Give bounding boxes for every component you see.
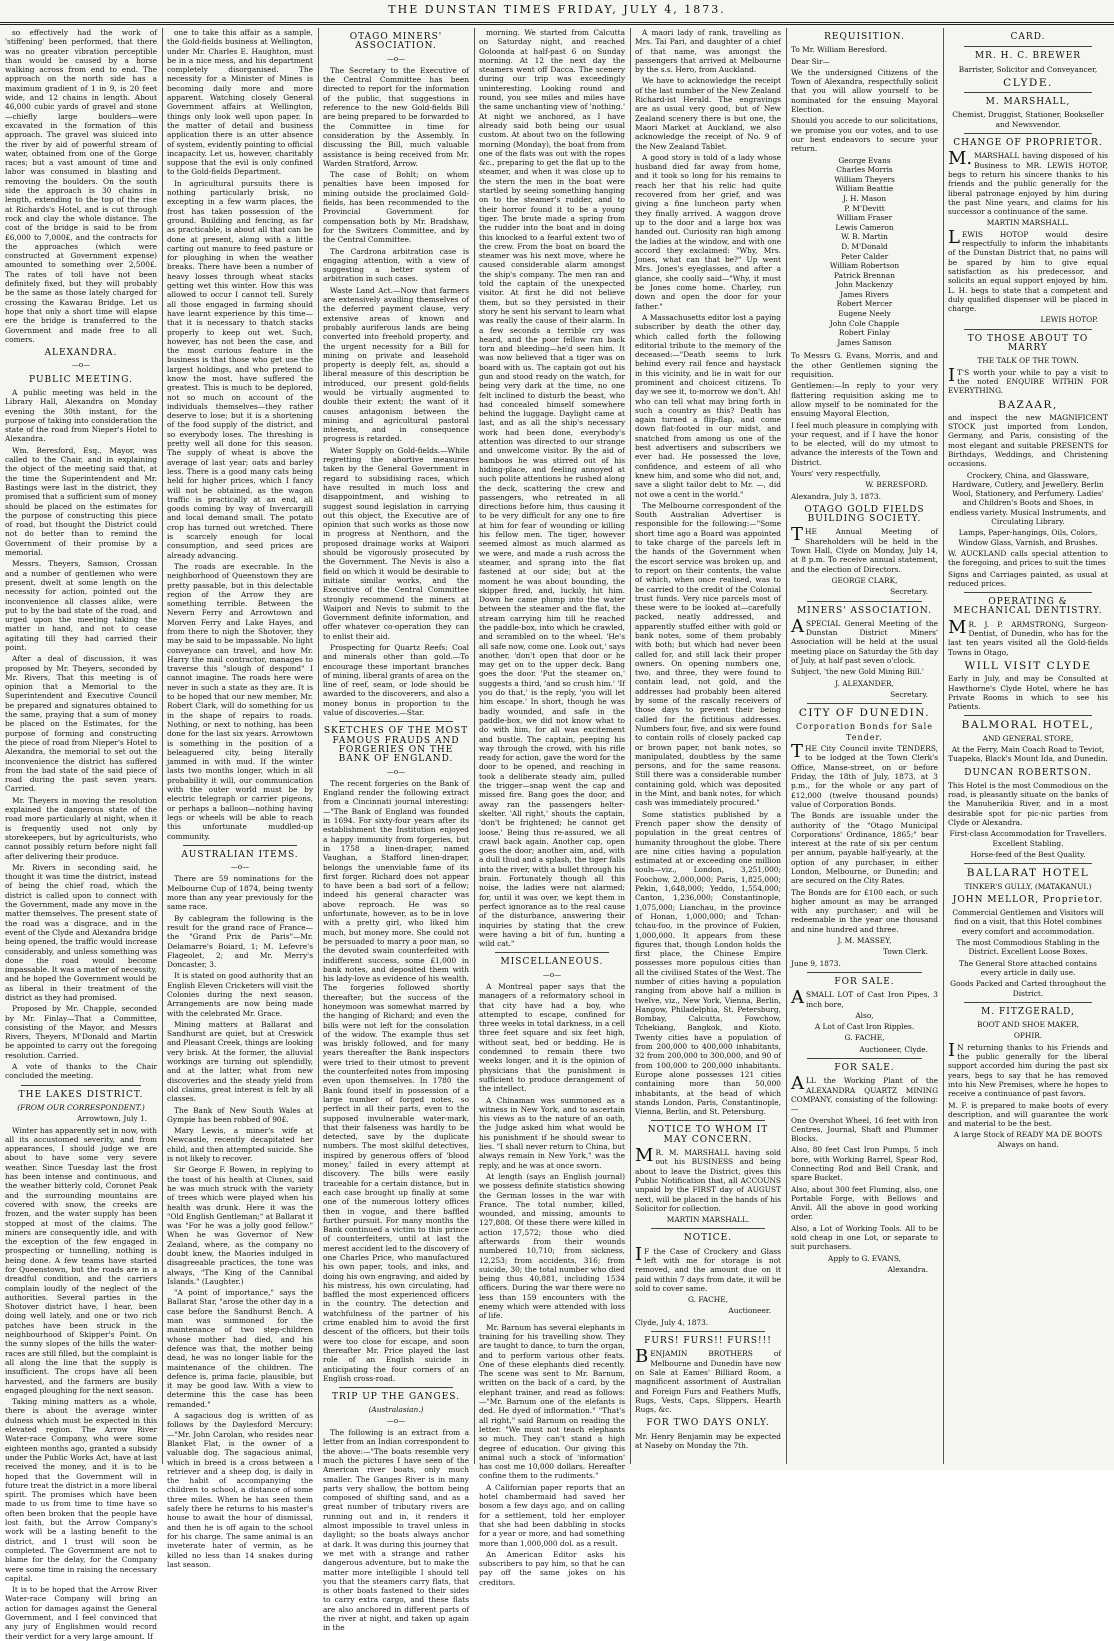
- advert-brewer: [948, 33, 1108, 88]
- advert-body: The Bonds are issuable under the authority of the "Otago Municipal Corporations' Ordinance, 1865;" bear interest at the rate of six per centum per annum, payable half-yearly, at the option of any purchaser, in either London, Melbourne, or Dunedin; and are secured on the City Rates.: [791, 811, 938, 886]
- advert-body: A Lot of Cast Iron Ripples.: [814, 1022, 915, 1032]
- advert-body: Mr. Henry Benjamin may be expected at Naseby on Monday the 7th.: [635, 1431, 781, 1451]
- advert-date: Alexandra, July 3, 1873.: [791, 491, 881, 501]
- forgeries-heading: SKETCHES OF THE MOST FAMOUS FRAUDS AND FORGERIES ON THE BANK OF ENGLAND.: [323, 726, 469, 765]
- miscellaneous-heading: MISCELLANEOUS.: [500, 957, 604, 968]
- advert-body: ASMALL LOT of Cast Iron Pipes, 3 inch bore,: [791, 987, 938, 1009]
- ballarat-subheading: TINKER'S GULLY, (MATAKANUI.): [964, 881, 1092, 891]
- article-paragraph: A public meeting was held in the Library Hall, Alexandra on Monday evening the 30th instant, for the purpose of taking into consideration the state of the road from Nieper's Hotel to Alexandra.: [5, 387, 157, 444]
- signatory-name: J. H. Mason: [842, 193, 887, 203]
- ornament: —o—: [386, 767, 406, 776]
- advert-furs: [635, 1337, 781, 1450]
- signatory-name: John Cole Chapple: [829, 318, 900, 328]
- news-item: The Melbourne correspondent of the South Australian Advertiser is responsible for the following:—"Some short time ago a Board was appointed to take charge of the parcels left in the hands of the Government when the escort service was broken up, and to report on their contents, the value of which, when once realised, was to be carried to the credit of the Colonial trust funds. Very nice parcels most of these were to be looked at—carefully packed, neatly addressed, and apparently stuffed either with gold or bank notes, some of them probably with both; but which had never been called for, and still lack their proper owners. On opening numbers one, two, and three, they were found to contain lead, not gold, and the addresses had probably been altered by some of the rascally receivers of those days to prevent their being called for the fictitious addresses. Numbers four, five, and six were found to contain rolls of closely packed cap or brown paper, not bank notes, so manipulated, doubtless by the same persons, and for the same reasons. Still there was a considerable number containing gold, which was deposited in the Mint, and bank notes, for which cash was immediately procured.": [635, 500, 781, 808]
- requisition-salutation: Dear Sir—: [791, 56, 830, 66]
- advert-dunedin: [791, 709, 938, 968]
- notice-heading: NOTICE TO WHOM IT MAY CONCERN.: [647, 1125, 769, 1145]
- article-paragraph: Waste Land Act.—Now that farmers are extensively availing themselves of the deferred payment clause, very extensive areas of known and probably auriferous lands are being converted into freehold property, and the urgent necessity for a Bill for mining on private and leasehold property is deeply felt, as, should a liberal measure of this description be introduced, our present gold-fields would be virtually augmented to double their extent; the want of it causes antagonism between the mining and agricultural pastoral interests, and in consequence progress is retarded.: [323, 285, 469, 444]
- article-paragraph: It is to be hoped that the Arrow River Water-race Company will bring an action for damages against the General Government, and I feel convinced that any jury of Englishmen would record their verdict for a very large amount. If: [5, 1585, 157, 1641]
- otago-miners-heading: OTAGO MINERS' ASSOCIATION.: [349, 32, 443, 52]
- advert-body: Also, 80 feet Cast Iron Pumps, 5 inch bore, with Working Barrel, Spear Rod, Connecting Rod and Bell Crank, and spare Bucket.: [791, 1145, 938, 1183]
- advert-signature: G. FACHE,: [844, 1033, 885, 1043]
- news-item: Sir George F. Bowen, in replying to the toast of his health at Clunes, said he was much struck with the variety of trees which were played when his health was drunk. Here it was the "Old English Gentleman;" at Ballarat it was "For he was a jolly good fellow." When he was Governor of New Zealand, where, as the company no doubt knew, the Maories indulged in disagreeable practices, the tone was always, "The King of the Cannibal Islands." (Laughter.): [167, 1165, 313, 1286]
- news-item: We have to acknowledge the receipt of the last number of the New Zealand Richard-ist Herald. The engravings are as usual very good, but of New Zealand scenery there is but one, the Maori Market at Auckland, we also acknowledge the receipt of No. 9 of the New Zealand Tablet.: [635, 76, 781, 151]
- advertiser-place: CLYDE.: [1003, 76, 1053, 89]
- column-7: [948, 28, 1108, 1464]
- advert-role: Town Clerk.: [883, 947, 928, 957]
- signatory-name: William Beattie: [835, 184, 894, 194]
- advert-body: LEWIS HOTOP would desire respectfully to inform the inhabitants of the Dunstan District that, no pains will be spared by him to give equal satisfaction as his predecessor, and solicits an equal support enjoyed by him. L. H. begs to state that a competent and duly qualified dispenser will be placed in charge.: [948, 226, 1108, 314]
- article-paragraph: The recent forgeries on the Bank of England render the following extract from a Cincinnati journal interesting:—"The Bank of England was founded in 1694. For sixty-four years after its establishment the Institution enjoyed a happy immunity from forgeries, but in 1758 a linen-draper, named Vaughan, a Stafford linen-draper, belongs the unenviable fame of its first forger. Richard does not appear to have been a bad sort of a fellow; indeed his general character was above reproach. He was so unfortunate, however, as to be in love with a pretty girl, who liked him much, but money more. She could not be persuaded to marry a poor man, so the devoted swain counterfeited with indifferent success, some £1,000 in bank notes, and deposited them with his lady-love as evidence of his wealth. The forgeries followed shortly thereafter; but the success of the honeymoon was somewhat marred by the hanging of Richard; and even the bills were not left for the consolation of the widow. The example thus set was briskly followed, and for many years thereafter the Bank inspectors were tried to their utmost to prevent the counterfeited notes from imposing even upon themselves. In 1780 the Bank found itself in possession of a large number of forged notes, so perfect in all their parts, even to the supposed invulnerable water-mark, that their falseness was hardly to be detected, save by the duplicate numbers. The most skilful detectives, inspired by generous offers of 'blood money,' failed in every attempt at discovery. The bills were easily traceable for a certain distance, but in each case brought up finally at some one of the numerous lottery offices then in vogue, and there baffled further pursuit. For many months the Bank continued a victim to this prince of counterfeiters, until at last the merest accident led to the discovery of one Charles Price, who manufactured his own paper, tools, and inks, and doing his own engraving, and aided by his mistress, his own circulating, had baffled the most experienced officers in the country. The detection and watchfulness of the partner of his crime enabled him to avoid the first descent of the officers, but their toils were too close for escape, and soon thereafter Mr. Price played the last role of an English suicide in anticipating the four corners of an English cross-road.: [323, 778, 469, 1383]
- advert-body: We the undersigned Citizens of the Town of Alexandra, respectfully solicit that you will allow yourself to be nominated for the ensuing Mayoral Election.: [791, 67, 938, 115]
- news-item: Mr. Barnum has several elephants in training for his travelling show. They are taught to dance, to turn the organ, and to perform various other feats. One of these elephants died recently. The scene was sent to Mr. Barnum, written on the back of a card, by the elephant trainer, and read as follows:—"Mr. Barnum one of the elefants is ded. He dyed of inflormation." "That's all right," said Barnum on reading the letter. "We must not teach elephants so much. They can't stand a high degree of education. Our giving this animal such a stock of 'information' has cost me 10,000 dollars. Hereafter confine them to the rudiments.": [479, 1322, 625, 1481]
- news-item: A sagacious dog is written of as follows by the Daylesford Mercury:—"Mr. John Carolan, who resides near Blanket Flat, is the owner of a valuable dog. The sagacious animal, which in breed is a cross between a retriever and a sheep dog, is daily in the habit of accompanying the children to school, a distance of some three miles. When he has seen them safely there he returns to his master's house to await the hour of dismissal, and then he is off again to the school for his charge. The same animal is an inveterate hater of vermin, as he killed no less than 14 snakes during last season.: [167, 1411, 313, 1569]
- signatory-name: D. M'Donald: [841, 241, 888, 251]
- article-paragraph: Wm. Beresford, Esq., Mayor, was called to the Chair, and in explaining the object of the meeting said that, at the time the Superintendent and Mr. Bastings were last in the district, they promised that a sufficient sum of money should be placed on the estimates for the purpose of constructing this piece of road, but thought the District could not do better than to remind the Government of their promise by a memorial.: [5, 445, 157, 558]
- proprietor-name: JOHN MELLOR, Proprietor.: [952, 894, 1104, 905]
- divider: [964, 46, 1092, 47]
- signatory-name: Peter Calder: [840, 251, 889, 261]
- article-paragraph: Proposed by Mr. Chapple, seconded by Mr. Finlay—That a Committee, consisting of the Mayor, and Messrs Rivers, Theyers, M'Donald and Martin be appointed to carry out the foregoing resolution. Carried.: [5, 1004, 157, 1060]
- card-heading: CARD.: [1010, 32, 1046, 42]
- divider: [339, 721, 453, 722]
- divider: [964, 592, 1092, 593]
- advert-body: Also, about 300 feet Fluming, also, one Portable Forge, with Bellows and Anvil. All the above in good working order.: [791, 1184, 938, 1222]
- signatory-name: George Evans: [838, 155, 891, 165]
- advert-body: The most Commodious Stabling in the District. Excellent Loose Boxes.: [956, 938, 1100, 957]
- marry-heading: TO THOSE ABOUT TO MARRY: [967, 333, 1089, 354]
- article-paragraph: The Cardrona arbitration case is engaging attention, with a view of suggesting a better system of arbitration in such cases.: [323, 246, 469, 284]
- news-item: An American Editor asks his subscribers to pay him, so that he can pay off the same jokes on his creditors.: [479, 1549, 625, 1587]
- article-paragraph: Water Supply on Gold-fields.—While regretting the abortive measures taken by the General Government in regard to subsidising races, which have resulted in much loss and disappointment, and wishing to suggest sound legislation in carrying out this object, the Executive are of opinion that such works as those now in progress at Nenthorn, and the proposed drainage works at Waipori should be vigorously prosecuted by the Government. The Nevis is also a field on which it would be desirable to initiate similar works, and the Executive of the Central Committee strongly recommend the miners at Waipori and Nevis to submit to the Government definite information, and offer whatever co-operation they can to enlist their aid.: [323, 445, 469, 641]
- advert-body: The Bonds are for £100 each, or such higher amount as may be arranged with any purchaser; and will be redeemable in the year one thousand and nine hundred and three.: [791, 887, 938, 934]
- advert-fitzgerald: [948, 1008, 1108, 1149]
- advert-body: First-class Accommodation for Travellers. Excellent Stabling.: [949, 829, 1107, 848]
- news-item: There are 59 nominations for the Melbourne Cup of 1874, being twenty more than any year previously for the same race.: [167, 874, 313, 912]
- signatory-name: Charles Morris: [836, 165, 893, 175]
- advertiser-name: MR. H. C. BREWER: [974, 51, 1082, 62]
- article-paragraph: Prospecting for Quartz Reefs; Coal and minerals other than gold.—To encourage these important branches of mining, liberal grants of area on the line of reef, seam, or lode should be awarded to the discoverers, and also a money bonus in proportion to the value of discoveries.—Star.: [323, 643, 469, 718]
- advert-body: IF the Case of Crockery and Glass left with me for storage is not removed, and the amount due on it paid within 7 days from date, it will be sold to cover same.: [635, 1243, 781, 1293]
- requisition-heading: REQUISITION.: [824, 32, 905, 42]
- news-item: "A point of importance," says the Ballarat Star, "arose the other day in a case before the Sandhurst Bench. A man was summoned for the maintenance of two step-children whose mother had died, and his defence was that, the mother being dead, he was no longer liable for the maintenance of the children. The defence is, prima facie, plausible, but it may be good law. With a view to determine this the case has been remanded.": [167, 1288, 313, 1409]
- advert-body: MR. J. P. ARMSTRONG, Surgeon-Dentist, of Dunedin, who has for the last ten years visited all the Gold-fields Towns in Otago,: [948, 616, 1108, 657]
- column-5: [635, 28, 781, 1464]
- article-paragraph: A vote of thanks to the Chair concluded the meeting.: [5, 1062, 157, 1081]
- dunedin-subheading: Corporation Bonds for Sale: [796, 721, 933, 731]
- advert-body: MR. M. MARSHALL having sold out his BUSINESS and being about to leave the District, gives this Public Notification that, all ACCOUNS unpaid by the FIRST day of AUGUST next, will be placed in the hands of his Solicitor for collection.: [635, 1145, 781, 1213]
- advert-body: Gentlemen:—In reply to your very flattering requisition asking me to allow myself to be nominated for the ensuing Mayoral Election,: [791, 381, 938, 419]
- column-rule: [943, 28, 944, 1464]
- advert-body: Lamps, Paper-hangings, Oils, Colors, Window Glass, Varnish, and Brushes.: [958, 528, 1098, 547]
- advert-signature: GEORGE CLARK,: [831, 575, 898, 585]
- source-line: (Australasian.): [368, 1405, 424, 1415]
- advert-body: Also, a Lot of Working Tools. All to be sold cheap in one Lot, or separate to suit purchasers.: [791, 1223, 938, 1252]
- article-paragraph: After a deal of discussion, it was proposed by Mr. Theyers, seconded by Mr. Rivers, That this meeting is of opinion that a Memorial to the Superintendent and Executive Council be prepared and signatures obtained to the same, praying that a sum of money be placed on the Estimates, for the purpose of forming and constructing the piece of road from Nieper's Hotel to Alexandra, the memorial to set out the inconvenience the district has suffered from the bad state of the said piece of road during the past seven years. Carried.: [5, 654, 157, 794]
- column-6: [791, 28, 938, 1464]
- signatory-name: James Rivers: [840, 289, 889, 299]
- column-4: [479, 28, 625, 1587]
- advert-bazaar: [948, 335, 1108, 588]
- advert-body: One Overshot Wheel, 16 feet with Iron Centres, Journal, Shaft and Plummer Blocks.: [791, 1115, 938, 1144]
- advert-ballarat: [948, 869, 1108, 998]
- signatory-name: Robert Finlay: [838, 328, 891, 338]
- advert-body: ASPECIAL General Meeting of the Dunstan District Miners' Association will be held at the usual meeting place on Saturday the 5th day of July, at half past seven o'clock.: [791, 615, 938, 666]
- masthead-title: THE DUNSTAN TIMES FRIDAY, JULY 4, 1873.: [388, 3, 726, 16]
- for-sale-heading: FOR SALE.: [834, 976, 895, 987]
- furs-heading: FURS! FURS!! FURS!!!: [644, 1336, 772, 1347]
- advert-body: Goods Packed and Carted throughout the District.: [950, 979, 1106, 998]
- lakes-district-heading: THE LAKES DISTRICT.: [18, 1089, 144, 1100]
- notice-heading: NOTICE.: [683, 1233, 733, 1244]
- advert-body: Horse-feed of the Best Quality.: [970, 849, 1086, 859]
- advert-body: At the Ferry, Main Coach Road to Teviot, Tuapeka, Black's Mount Ida, and Dunedin.: [948, 745, 1108, 764]
- advert-body: A large Stock of READY MA DE BOOTS Always on hand.: [953, 1130, 1103, 1149]
- advert-body: Early in July, and may be Consulted at Hawthorne's Clyde Hotel, where he has Private Rooms in which to see his Patients.: [948, 674, 1108, 712]
- divider: [339, 1387, 453, 1388]
- correspondent-line: (FROM OUR CORRESPONDENT.): [17, 1102, 145, 1112]
- news-item: Mining matters at Ballarat and Sandhurst are quiet, but at Creswick and Pleasant Creek, things are looking very brisk. At the former, the alluvial workings are turning out splendidly, and at the latter, what from new discoveries and the steady yield from old claims, great interest is felt by all classes.: [167, 1019, 313, 1104]
- divider: [964, 92, 1092, 93]
- advert-sale-plant: [791, 1064, 938, 1274]
- advert-building-society: [791, 506, 938, 597]
- signatory-name: William Robertson: [829, 261, 900, 271]
- advert-balmoral: [948, 721, 1108, 859]
- public-meeting-heading: PUBLIC MEETING.: [29, 374, 133, 385]
- divider: [964, 329, 1092, 330]
- divider: [651, 1228, 765, 1229]
- divider: [183, 845, 297, 846]
- divider: [651, 1331, 765, 1332]
- divider: [964, 863, 1092, 864]
- ganges-heading: TRIP UP THE GANGES.: [331, 1392, 461, 1403]
- ornament: —o—: [542, 970, 562, 979]
- signatory-list: [791, 156, 938, 348]
- article-paragraph: The following is an extract from a letter from an Indian correspondent to the above:—"The boats resemble very much the pictures I have seen of the American river boats, only much smaller. The Ganges River is in many parts very shallow, the bottom being composed of shifting sand, and as a great number of tributary rivers are running out and in, it renders it almost impossible to travel unless in daylight; so the boats always anchor at dark. It was during this journey that we met with a strange and rather dangerous adventure, but to make the matter more intelligible I should tell you that the steamers carry flats, that is other boats fastened to their sides to carry extra cargo, and these flats are also anchored in different parts of the river at night, and taken up again in the: [323, 1428, 469, 1633]
- news-item: A maori lady of rank, travelling as Mrs. Tai Pari, and daughter of a chief of that name, was amongst the passengers that arrived at Melbourne by the s.s. Hero, from Auckland.: [635, 28, 781, 75]
- advert-body: Also,: [855, 1010, 874, 1020]
- advert-role: Auctioneer.: [728, 1306, 771, 1316]
- balmoral-heading: BALMORAL HOTEL,: [961, 719, 1095, 732]
- ornament: —o—: [230, 863, 250, 872]
- signatory-name: John Mackenzy: [835, 280, 894, 290]
- advert-role: Secretary.: [890, 587, 928, 597]
- advert-body: THE Annual Meeting of Shareholders will be held in the Town Hall, Clyde on Monday, July 14, at 8 p.m. To receive annual statement, and the election of Directors.: [791, 524, 938, 574]
- advert-body: THE City Council invite TENDERS, to be lodged at the Town Clerk's Office, Manse-street, on or before Friday, the 18th of July, 1873, at 3 p.m., for the whole or any part of £12,000 (twelve thousand pounds) value of Corporation Bonds.: [791, 741, 938, 809]
- divider: [495, 952, 609, 953]
- advert-body: This Hotel is the most Commodious on the road, is pleasantly situate on the banks of the Manuherikia River, and in a most desirable spot for pic-nic parties from Clyde or Alexandra.: [948, 780, 1108, 828]
- divider: [807, 703, 922, 704]
- balmoral-subheading: AND GENERAL STORE,: [982, 733, 1074, 743]
- ornament: —o—: [71, 361, 91, 370]
- bazaar-heading: BAZAAR,: [998, 398, 1058, 411]
- advert-requisition: [791, 33, 938, 501]
- advert-body: I feel much pleasure in complying with your request, and if I have the honor to be elected, will do my utmost to advance the interests of the Town and District.: [791, 420, 938, 467]
- requisition-to: To Mr. William Beresford.: [791, 45, 888, 55]
- advert-marshall: [948, 98, 1108, 129]
- advert-body: W. AUCKLAND calls special attention to the foregoing, and prices to suit the times: [948, 548, 1108, 568]
- signatory-name: Eugene Neely: [838, 309, 891, 319]
- advert-notice: [635, 1126, 781, 1224]
- advert-change: [948, 139, 1108, 325]
- advert-dentist: [948, 598, 1108, 711]
- divider: [807, 972, 922, 973]
- article-paragraph: The roads are execrable. In the neighborhood of Queenstown they are pretty passable, but in this delectable region of the Arrow they are something terrible. Between the Nevern Ferry and Arrowtown and Morven Ferry and Lake Hayes, and from there to nigh the Shotover, they may be said to be impassable. No light conveyance can travel, and how Mr. Harry the mail contractor, manages to traverse this "slough of despond" I cannot imagine. The roads here were never in such a state as they are. It is to be hoped that our new member, Mr. Robert Clark, will do something for us in the shape of repairs to roads. Nothing, or next to nothing, has been done for the last six years. Arrowtown is something in the position of a beleaguered city, being literally jammed in with mud. If the winter lasts two months longer, which in all probability it will, our communication with the outer world must be by electric telegraph or carrier pigeons, or perhaps a balloon—nothing having legs or wheels will be able to reach this unfortunate muddled-up community.: [167, 561, 313, 841]
- column-2: [167, 28, 313, 1569]
- building-society-heading: OTAGO GOLD FIELDS BUILDING SOCIETY.: [804, 504, 925, 525]
- advert-notice-fache: [635, 1234, 781, 1327]
- advert-signature: J. ALEXANDER,: [835, 678, 894, 688]
- advert-place: Alexandra.: [887, 1264, 928, 1274]
- news-item: A Californian paper reports that an hotel chambermaid had saved her bosom a few days ago, and on calling for a settlement, told her employer that she had been dabbling in stocks for a year or more, and had something more than 1,000,000 dol. as a result.: [479, 1482, 625, 1548]
- signatory-name: William Theyers: [834, 174, 895, 184]
- divider: [964, 715, 1092, 716]
- advert-signature: MARTIN MARSHALL.: [666, 1215, 750, 1225]
- dentist-heading: OPERATING & MECHANICAL DENTISTRY.: [953, 597, 1103, 617]
- ornament: —o—: [386, 1416, 406, 1425]
- signatory-name: P. M'Devitt: [844, 203, 885, 213]
- advert-miners: [791, 607, 938, 700]
- advert-role: Auctioneer, Clyde.: [859, 1044, 928, 1054]
- advert-sale-pipes: [791, 978, 938, 1054]
- advert-body: M.MARSHALL having disposed of his Business to MR. LEWIS HOTOP, begs to return his sincere thanks to his friends and the public generally for the liberal patronage enjoyed by him during the past Nine years, and claims for his successor a continuance of the same.: [948, 148, 1108, 217]
- signatory-name: James Samson: [837, 337, 892, 347]
- article-paragraph: The Secretary to the Executive of the Central Committee has been directed to report for the information of the public, that suggestions in reference to the new Gold-fields Bill are being prepared to be forwarded to the Committee in time for consideration by the Assembly. In discussing the Bill, much valuable assistance is being received from Mr. Warden Stratford, Arrow.: [323, 65, 469, 168]
- bridge-paragraph: so effectively had the work of 'stiffening' been performed, that there was no greater vibration perceptible than would be caused by a horse walking across from end to end. The approach on the north side has a maximum gradient of 1 in 9, is 20 feet wide, and 12 chains in length. About 46,000 cubic yards of gravel and stone—chiefly large boulders—were excavated in the formation of this approach. The gravel was sluiced into the river by aid of powerful stream of water, obtained from one of the Gorge races; but a vast amount of time and labor was consumed in blasting and removing the boulders. On the south side the approach is 30 chains in length, extending to the top of the rise at Richards's Hotel, and is cut through rock and clay the whole distance. The cost of the bridge is said to be from £6,000 to 7,000£, and the contracts for the approaches (which were constructed at Government expense) amounted to something over 2,500£. The rates of toll have not been definitely fixed, but they will probably be the same as those lately charged for crossing the Kawarau Bridge. Let us hope that only a short time will elapse ere the bridge is transferred to the Government and made free to all comers.: [5, 28, 157, 344]
- news-item: By cablegram the following is the result for the grand race of France—the "Grand Prix de Paris"—Mr. Delamarre's Boiard, 1; M. Lefevre's Flageolet, 2; and Mr. Merry's Doncaster, 3.: [167, 913, 313, 970]
- column-rule: [318, 28, 319, 1464]
- news-item: Some statistics published by a French paper show the density of population in the great centres of humanity throughout the globe. There are nine cities having a population estimated at or exceeding one million souls—viz., London, 3,251,000; Foochow, 2,000,000; Paris, 1,825,000; Pekin, 1,648,000; Yeddo, 1,554,000; Canton, 1,236,000; Constantinople, 1,075,000; Lianchau, in the province of Honan, 1,000,000; and Tchan-tchau-foo, in the province of Fukien, 1,000,000. It appears from these figures that, though London holds the first place, the Chinese Empire possesses more populous cities than all the civilised States of the West. The number of cities having a population ranging from above half a million is twelve, viz., New York, Vienna, Berlin, Hangow, Philadelphia, St. Petersburg, Bombay, Calcutta, Fowchow, Tchekiang, Bangkok, and Kioto. Twenty cities have a population of from 200,000 to 400,000 inhabitants, 32 from 200,000 to 300,000, and 90 of from 100,000 to 200,000 inhabitants. Europe alone possesses 121 cities containing more than 50,000 inhabitants, at the head of which stands London, Paris, Constantinople, Vienna, Berlin, and St. Petersburg.: [635, 809, 781, 1117]
- advertiser-role: BOOT AND SHOE MAKER,: [976, 1020, 1080, 1030]
- advert-body: BENJAMIN BROTHERS of Melbourne and Dunedin have now on Sale at Eames' Billiard Room, a magnificent assortment of Australian and Foreign Furs and Feathers Muffs, Rugs, Vests, Caps, Slippers, Hearth Rugs, &c.: [635, 1346, 781, 1415]
- divider: [964, 1002, 1092, 1003]
- advertiser-role: Barrister, Solicitor and Conveyancer,: [958, 64, 1098, 74]
- signatory-name: William Fraser: [836, 213, 893, 223]
- change-heading: CHANGE OF PROPRIETOR.: [953, 138, 1103, 149]
- article-paragraph: Taking mining matters as a whole, there is about the average winter dulness which must be expected in this elevated region. The Arrow River Water-race Company, who were some eighteen months ago, granted a subsidy under the Public Works Act, have at last received the money, and it is to be hoped that the Government will in future treat the district in a more liberal spirit. The promises which have been made to us from time to time have so often been broken that the people have lost faith, but the Arrow Company's work will be a lasting benefit to the district, and I trust will soon be completed. The Government are not to blame for the delay, for the Company were some time in raising the necessary capital.: [5, 1397, 157, 1583]
- advert-date: Clyde, July 4, 1873.: [635, 1317, 709, 1327]
- column-rule: [474, 28, 475, 1464]
- divider: [21, 1085, 141, 1086]
- advert-body: ALL the Working Plant of the ALEXANDRA QUARTZ MINING COMPANY, consisting of the following:—: [791, 1073, 938, 1114]
- advertiser-place: OPHIR.: [1013, 1031, 1043, 1041]
- advert-body: and inspect the new MAGNIFICENT STOCK just imported from London, Germany, and Paris, consisting of the most elegant and suitable PRESENTS for Birthdays, Weddings, and Christening occasions.: [948, 412, 1108, 469]
- signatory-name: Patrick Brennan: [834, 270, 895, 280]
- advert-role: Secretary.: [890, 689, 928, 699]
- advert-signature: LEWIS HOTOP.: [1040, 315, 1098, 325]
- ballarat-heading: BALLARAT HOTEL: [966, 867, 1090, 880]
- advert-signature: MARTIN MARSHALL.: [986, 218, 1070, 228]
- reply-to: To Messrs G. Evans, Morris, and and the other Gentlemen signing the requisition.: [791, 351, 938, 380]
- divider: [964, 133, 1092, 134]
- miners-heading: MINERS' ASSOCIATION.: [796, 605, 933, 616]
- advert-body: M. F. is prepared to make boots of every description, and will guarantee the work and material to be the best.: [948, 1100, 1108, 1129]
- article-paragraph: Mr. Theyers in moving the resolution explained the dangerous state of the road more particularly at night, when it is frequently used not only by storekeepers, but by agriculturists, who cannot possibly return before night fall after delivering their produce.: [5, 795, 157, 861]
- advert-signature: J. M. MASSEY,: [837, 936, 892, 946]
- article-paragraph: morning. We started from Calcutta on Saturday night, and reached Goloonda at half-past 6 on Sunday morning. At 12 the next day the steamers went off Dacca. The scenery during our trip was exceedingly uninteresting. Looking round and round, you see miles and miles have the same unchanting view of 'nothing.' At night we anchored, as I have already said both being our usual custom. At about two on the following morning (Monday), the boat from from one of the flats was out with the ropes &c., preparing to get the flat up to the steamer, and when it was close up to the stern the men in the boat were startled by seeing something hanging on to the steamer's rudder, and to their horror found it to be a young tiger. The brute made a spring from the rudder into the boat and in doing this knocked to a fearful extent two of the crew. From the boat on board the steamer was his next move, where he caused considerable alarm amongst the ship's company. The men ran and told the captain of the unexpected visitor. At first he did not believe them, but so they persisted in their story he sent his servant to learn what was really the cause of their alarm. In a few seconds a terrible cry was heard, and the poor fellow ran back torn and bleeding—he'd seen him. It was now believed that a tiger was on board with us. The captain got out his gun and stood ready on the watch, for being very dark at the time, no one felt inclined to disturb the beast, who had concealed himself somewhere behind the luggage. Daylight came at last, and as all the ship's necessary work had been done, everybody's attention was directed to our strange and unwelcome visitor. By the aid of bamboos he was stirred out of his hiding-place, and feeling annoyed at such polite attentions he rushed along the deck, scattering the crew and passengers, who retreated in all directions before him, thus causing it to be very difficult for any one to fire at him for fear of wounding or killing his fellow men. The tiger, however seemed almost as much alarmed as we were, and made a rush across the steamer, and sprang into the flat fastened at our side; but at the moment he was about bounding, the skipper fired, and, luckily, hit him. Down he came plump into the water between the steamer and the flat, the stream carrying him till he reached the paddle-box, into which he crawled, and scrambled on to the wheel. 'He's all safe now, come one. Look out,' says another, 'don't open that door or he may get on to the upper deck. Bang goes the door. 'Put the steamer on,' suggests a third, 'and so crush him.' 'If you do that,' is the reply, 'you will let him escape.' In short, though he was badly wounded, and safe in the paddle-box, we did not know what to do with him, for all was excitement and bustle. The captain, peeping his way through the crowd, with his rifle ready for action, gave the word for the door to be opened, and reaching in took a deliberate steady aim, pulled the trigger—snap went the cap and missed fire. Bang goes the door, and away ran the passengers helter-skelter. 'All right,' shouts the captain, 'don't be frightened; he cannot get loose.' Being thus re-assured, we all crawl back again. Another cap, open goes the door; another aim, and, with a dull thud and a splash, the tiger falls into the river, with a bullet through his brain. Fortunately though all this noise, the ladies were not alarmed; for, until it was over, we kept them in perfect ignorance as to the real cause of the disturbance, answering their inquiries by stating that the crew were having a bit of fun, hunting a wild cat.": [479, 28, 625, 949]
- visit-heading: WILL VISIT CLYDE: [964, 659, 1092, 672]
- alexandra-heading: ALEXANDRA.: [44, 348, 118, 359]
- advert-body: The General Store attached contains every article in daily use.: [959, 958, 1097, 977]
- advert-body: IN returning thanks to his Friends and the public generally for the liberal support accorded him during the past six years, begs to say that he has removed into his New Premises, where he hopes to receive a continuance of past favors.: [948, 1039, 1108, 1099]
- advert-signature: W. BERESFORD.: [865, 480, 928, 490]
- column-rule: [162, 28, 163, 1464]
- article-paragraph: In agricultural pursuits there is nothing particularly brisk, no excepting in a few warm places, the frost has taken possession of the ground. Building and fencing, as far as practicable, is about all that can be done at present, along with a little carting out manure to feed pasture or for ploughing in when the weather breaks. There have been a number of heavy losses through wheat stacks getting wet this winter. How this was allowed to occur I cannot tell. Surely all those engaged in farming should have learnt experience by this time—that it is necessary to thatch stacks properly to keep out wet. Such, however, has not been the case, and the most curious feature in the business is that those who get use the largest holdings, and who pretend to know the most, have suffered the greatest. This is much to be deplored, not so much on account of the individuals themselves—they rather deserve to lose; but it is a shortening of the food supply of the district, and so everybody loses. The threshing is pretty well all done for this season. The supply of wheat is above the average of last year; oats and barley less. There is a good many cats being held for higher prices, which I fancy will not be obtained, as the wagon traffic is practically at an end, all goods coming by way of Invercargill and local demand small. The potato crop has turned out wretched. There is scarcely enough for local consumption, and seed prices are already advancing.: [167, 178, 313, 560]
- news-item: Mary Lewis, a miner's wife at Newcastle, recently decapitated her child, and then attempted suicide. She is not likely to recover.: [167, 1126, 313, 1164]
- news-item: At length (says an English journal) we possess definite statistics showing the German losses in the war with France. The total number, killed, wounded, and missing, amounts to 127,808. Of these there were killed in action 17,572; those who died afterwards from their wounds numbered 10,710; from sickness, 12,253; from accidents, 316; from suicide, 30; the total number who died being thus 40,881, including 1534 officers. During the war there were no less than 159 encounters with the enemy which were attended with loss of life.: [479, 1171, 625, 1321]
- australian-items-heading: AUSTRALIAN ITEMS.: [181, 849, 299, 860]
- advertiser-name: M. FITZGERALD,: [981, 1006, 1075, 1017]
- dunedin-subheading: Tender.: [846, 732, 883, 742]
- column-3: [323, 28, 469, 1633]
- column-rule: [786, 28, 787, 1464]
- masthead: [0, 0, 1114, 25]
- advert-body: Commercial Gentlemen and Visitors will find on a visit, that this Hotel combines every comfort and accommodation.: [952, 908, 1104, 936]
- advert-body: Crockery, China, and Glassware, Hardware, Cutlery, and Jewellery. Berlin Wool, Stationery, and Perfumery. Ladies' and Children's Boots and Shoes, in endless variety. Musical Instruments, and Circulating Library.: [949, 470, 1107, 527]
- news-item: A Chinaman was summoned as a witness in New York, and to ascertain his views as to the nature of an oath, the Judge asked him what would be his punishment if he should swear to lies. "I shall never return to China, but always remain in New York," was the reply, and he was at once sworn.: [479, 1095, 625, 1170]
- closing: Yours' very respectfully,: [791, 469, 881, 478]
- signatory-name: Lewis Cameron: [835, 222, 894, 232]
- advert-signature: G. FACHE,: [687, 1295, 728, 1305]
- advert-body: Should you accede to our solicitations, we promise you our votes, and to use our best endeavors to secure your return.: [791, 116, 938, 154]
- signatory-name: Robert Mercer: [836, 299, 893, 309]
- article-paragraph: The case of Bohlt; on whom penalties have been imposed for mining outside the proclaimed Gold-fields, has been recommended to the Provincial Government for compensation both by Mr. Bradshaw, for the Switzers Committee, and by the Central Committee.: [323, 170, 469, 245]
- dunedin-heading: CITY OF DUNEDIN.: [798, 707, 931, 720]
- ornament: —o—: [386, 54, 406, 63]
- advertiser-role: Chemist, Druggist, Stationer, Bookseller and Newsvendor.: [952, 110, 1104, 129]
- column-1: [5, 28, 157, 1641]
- divider: [807, 601, 922, 602]
- signatory-name: W. B. Martin: [841, 232, 888, 242]
- article-paragraph: Winter has apparently set in now, with all its accustomed severity, and from appearances, I should judge we are about to have some very severe weather. Since Tuesday last the frost has been intense and continuous, and the weather bitterly cold, Coronet Peak and the surrounding mountains are covered with snow, the creeks are frozen, and the water supply has been stopped at most of the claims. The miners are consequently idle, and with the exception of the few engaged in prospecting or tunnelling, nothing is being done. A few teams have started for Queenstown, but the roads are in a dreadful condition, and the carriers complain loudly of the neglect of the authorities. Several parties in the Shotover district have, I hear, been doing well lately, and one or two rich patches have been struck in the neighbourhood of Skipper's Point. On the sunny slopes of the hills the water-races are still filled, but the complaint is all along the line that the supply is insufficient. The crops have all been harvested, and the farmers are busily engaged ploughing for the next season.: [5, 1125, 157, 1395]
- advert-signature: Apply to G. EVANS,: [828, 1253, 901, 1263]
- for-sale-heading: FOR SALE.: [834, 1063, 895, 1074]
- divider: [807, 1058, 922, 1059]
- dateline: Arrowtown, July 1.: [76, 1114, 147, 1124]
- news-item: The Bank of New South Wales at Gympie has been robbed of 90£.: [167, 1105, 313, 1124]
- marry-subheading: THE TALK OF THE TOWN.: [977, 356, 1079, 366]
- news-item: A Montreal paper says that the managers of a reformatory school in that city have had a boy, who attempted to escape, confined for three weeks in total darkness, in a cell three feet square and six feet high, without seat, bed or bedding. He is condemned to remain there two weeks longer, and it is the opinion of physicians that the punishment is sufficient to produce derangement of the intellect.: [479, 981, 625, 1094]
- article-paragraph: Messrs. Theyers, Samson, Crossan and a number of gentlemen who were present, dwelt at some length on the necessity for action, pointed out the inconvenience all classes alike, were put to by the bad state of the road, and urged upon the meeting taking the matter in hand, and not to cease agitating till they had carried their point.: [5, 559, 157, 652]
- column-rule: [630, 28, 631, 1464]
- news-item: A good story is told of a lady whose husband died far away from home, and it took so long for his remains to reach her that his relic had quite recovered from her grief, and was giving a fine luncheon party when they finally arrived. A waggon drove up to the door and a large box was handed out. Curiosity ran high among the ladies at the window, and with one accord they exclaimed: "Why, Mrs. Jones, what can that be?" Up went Mrs. Jones's eyeglasses, and after a glance, she coolly said—"Why, it must be Jones come home. Charley, run down and open the door for your father.": [635, 152, 781, 311]
- advert-date: June 9, 1873.: [791, 958, 841, 968]
- article-paragraph: one to take this affair as a sample, the Gold-fields business at Wellington, under Mr. Charles E. Haughton, must be in a nice mess, and his department completely disorganised. The necessity for a Minister of Mines is becoming daily more and more apparent. Watching closely General Government affairs at Wellington, things only look well upon paper. In the matter of detail and business application there is an utter absence of system, evidently pointing to official incapacity. Let us, however, charitably suppose that the evil is only confined to the Gold-fields Department.: [167, 28, 313, 177]
- news-item: It is stated on good authority that an English Eleven Cricketers will visit the Colonies during the next season. Arrangements are now being made with the celebrated Mr. Grace.: [167, 971, 313, 1018]
- advert-body: IT'S worth your while to pay a visit to the noted ENQUIRE WITHIN FOR EVERYTHING.: [948, 364, 1108, 396]
- news-item: A Massachusetts editor lost a paying subscriber by death the other day, which called forth the following editorial tribute to the memory of the deceased:—"Death seems to lurk behind every rail fence and haystack in this vicinity, and lie in wait for our prominent and choicest citizens. To day we see it, to-morrow we don't. Ah! who can tell what may bring forth in such a country as this? Death has again turned a flip-flap, and come down flat-footed in our midst, and snatched from among us one of the best advertisers and subscribers we ever had. He possessed the love, confidence, and esteem of all who knew him, and some who did not, and, save a slight tailor debt to Mr. —, did not owe a cent in the world.": [635, 312, 781, 499]
- proprietor-name: DUNCAN ROBERTSON.: [964, 767, 1092, 778]
- advert-subject: Subject, 'the new Gold Mining Bill.': [791, 667, 924, 677]
- two-days-heading: FOR TWO DAYS ONLY.: [646, 1418, 770, 1429]
- divider: [651, 1120, 765, 1121]
- advertiser-name: M. MARSHALL,: [985, 97, 1071, 108]
- article-paragraph: Mr. Rivers in seconding said, he thought it was time the district, instead of being the chief road, which the district is called upon to connect with the Government, made any move in the matter themselves. The present state of the road was a disgrace, and in the event of the Clyde and Alexandra bridge being opened, the traffic would increase considerably, and unless something was done the road would become impassable. It was a matter of necessity, and he hoped the Government would be as liberal in their treatment of the district as they had promised.: [5, 862, 157, 1002]
- advert-body: Signs and Carriages painted, as usual at reduced prices.: [948, 569, 1108, 588]
